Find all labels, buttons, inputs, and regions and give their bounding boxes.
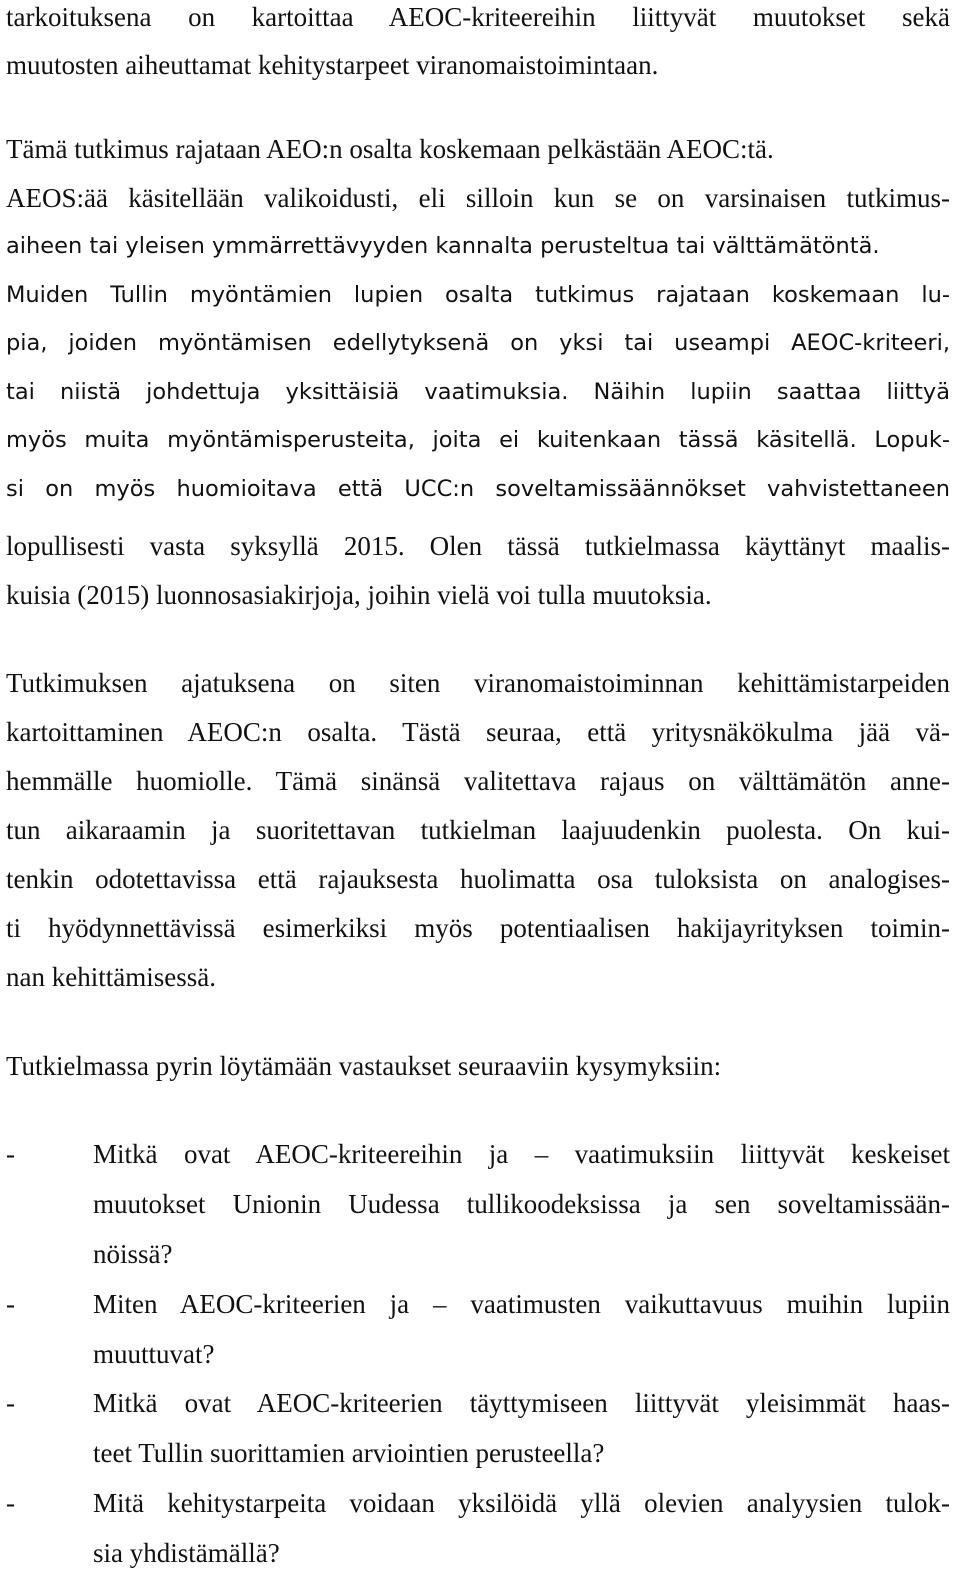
text-line: tun aikaraamin ja suoritettavan tutkielman laajuudenkin puolesta. On kui-	[6, 815, 950, 845]
list-item-line: muuttuvat?	[93, 1339, 215, 1369]
list-item-line: Miten AEOC-kriteerien ja – vaatimusten vaikuttavuus muihin lupiin	[93, 1289, 950, 1319]
text-line: Tämä tutkimus rajataan AEO:n osalta koskemaan pelkästään AEOC:tä.	[6, 134, 774, 164]
list-item-line: Mitkä ovat AEOC-kriteerien täyttymiseen liittyvät yleisimmät haas-	[93, 1388, 950, 1418]
list-bullet: -	[6, 1139, 15, 1169]
text-line: Tutkielmassa pyrin löytämään vastaukset seuraaviin kysymyksiin:	[6, 1051, 722, 1081]
text-line: pia, joiden myöntämisen edellytyksenä on yksi tai useampi AEOC-kriteeri,	[6, 330, 950, 356]
text-line: kartoittaminen AEOC:n osalta. Tästä seuraa, että yritysnäkökulma jää vä-	[6, 717, 950, 747]
text-line: muutosten aiheuttamat kehitystarpeet viranomaistoimintaan.	[6, 50, 659, 80]
list-item-line: muutokset Unionin Uudessa tullikoodeksissa ja sen soveltamissään-	[93, 1189, 950, 1219]
list-bullet: -	[6, 1289, 15, 1319]
text-line: Tutkimuksen ajatuksena on siten viranomaistoiminnan kehittämistarpeiden	[6, 668, 950, 698]
text-line: nan kehittämisessä.	[6, 962, 216, 992]
list-item-line: Mitä kehitystarpeita voidaan yksilöidä yllä olevien analyysien tulok-	[93, 1488, 950, 1518]
list-item-line: nöissä?	[93, 1239, 173, 1269]
text-line: lopullisesti vasta syksyllä 2015. Olen tässä tutkielmassa käyttänyt maalis-	[6, 531, 950, 561]
list-bullet: -	[6, 1388, 15, 1418]
list-item-line: teet Tullin suorittamien arviointien perusteella?	[93, 1438, 605, 1468]
text-line: hemmälle huomiolle. Tämä sinänsä valitettava rajaus on välttämätön anne-	[6, 766, 950, 796]
text-line: aiheen tai yleisen ymmärrettävyyden kannalta perusteltua tai välttämätöntä.	[6, 233, 880, 259]
text-line: myös muita myöntämisperusteita, joita ei kuitenkaan tässä käsitellä. Lopuk-	[6, 427, 950, 453]
text-line: tarkoituksena on kartoittaa AEOC-kriteereihin liittyvät muutokset sekä	[6, 2, 950, 32]
list-item-line: Mitkä ovat AEOC-kriteereihin ja – vaatimuksiin liittyvät keskeiset	[93, 1139, 950, 1169]
text-line: kuisia (2015) luonnosasiakirjoja, joihin vielä voi tulla muutoksia.	[6, 580, 712, 610]
text-line: Muiden Tullin myöntämien lupien osalta tutkimus rajataan koskemaan lu-	[6, 282, 950, 308]
list-bullet: -	[6, 1488, 15, 1518]
text-line: si on myös huomioitava että UCC:n soveltamissäännökset vahvistettaneen	[6, 476, 950, 502]
text-line: AEOS:ää käsitellään valikoidusti, eli silloin kun se on varsinaisen tutkimus-	[6, 183, 950, 213]
text-line: tenkin odotettavissa että rajauksesta huolimatta osa tuloksista on analogises-	[6, 864, 950, 894]
list-item-line: sia yhdistämällä?	[93, 1538, 280, 1568]
text-line: tai niistä johdettuja yksittäisiä vaatimuksia. Näihin lupiin saattaa liittyä	[6, 379, 950, 405]
text-line: ti hyödynnettävissä esimerkiksi myös potentiaalisen hakijayrityksen toimin-	[6, 913, 950, 943]
